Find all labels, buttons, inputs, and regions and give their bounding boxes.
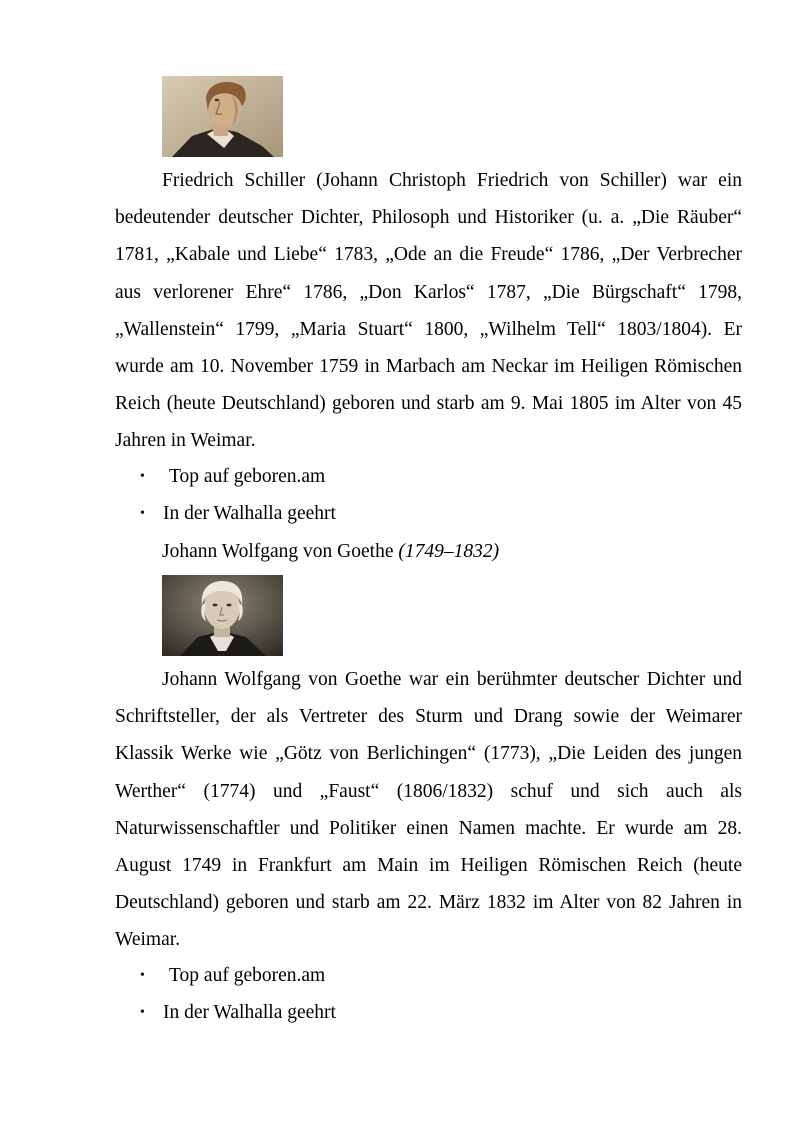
goethe-bullet-list [115, 957, 742, 1031]
goethe-portrait-image [162, 575, 283, 656]
list-item [115, 994, 742, 1031]
list-item-text: Top auf geboren.am [169, 965, 326, 986]
goethe-biography-paragraph: Johann Wolfgang von Goethe war ein berühmter deutscher Dichter und Schriftsteller, der als Vertreter des Sturm und Drang sowie der Weimarer Klassik Werke wie „Götz von Berlichingen“ (1773), „Die Leiden des jungen Werther“ (1774) und „Faust“ (1806/1832) schuf und sich auch als Naturwissenschaftler und Politiker einen Namen machte. Er wurde am 28. August 1749 in Frankfurt am Main im Heiligen Römischen Reich (heute Deutschland) geboren und starb am 22. März 1832 im Alter von 82 Jahren in Weimar. [115, 669, 742, 951]
list-item [115, 458, 742, 495]
bullet-icon: • [140, 1005, 145, 1021]
list-item-text: In der Walhalla geehrt [163, 1002, 336, 1024]
schiller-biography-paragraph: Friedrich Schiller (Johann Christoph Friedrich von Schiller) war ein bedeutender deutscher Dichter, Philosoph und Historiker (u. a. „Die Räuber“ 1781, „Kabale und Liebe“ 1783, „Ode an die Freude“ 1786, „Der Verbrecher aus verlorener Ehre“ 1786, „Don Karlos“ 1787, „Die Bürgschaft“ 1798, „Wallenstein“ 1799, „Maria Stuart“ 1800, „Wilhelm Tell“ 1803/1804). Er wurde am 10. November 1759 in Marbach am Neckar im Heiligen Römischen Reich (heute Deutschland) geboren und starb am 9. Mai 1805 im Alter von 45 Jahren in Weimar. [115, 170, 742, 452]
schiller-portrait-image [162, 76, 283, 157]
list-item [115, 495, 742, 532]
bullet-icon: • [140, 469, 145, 484]
list-item [115, 957, 742, 994]
list-item-text: Top auf geboren.am [169, 466, 326, 487]
goethe-heading [162, 533, 499, 570]
bullet-icon: • [140, 968, 145, 983]
goethe-heading-name: Johann Wolfgang von Goethe [162, 541, 394, 562]
goethe-heading-dates: (1749–1832) [398, 541, 500, 562]
list-item-text: In der Walhalla geehrt [163, 503, 336, 525]
bullet-icon: • [140, 506, 145, 522]
schiller-bullet-list [115, 458, 742, 532]
